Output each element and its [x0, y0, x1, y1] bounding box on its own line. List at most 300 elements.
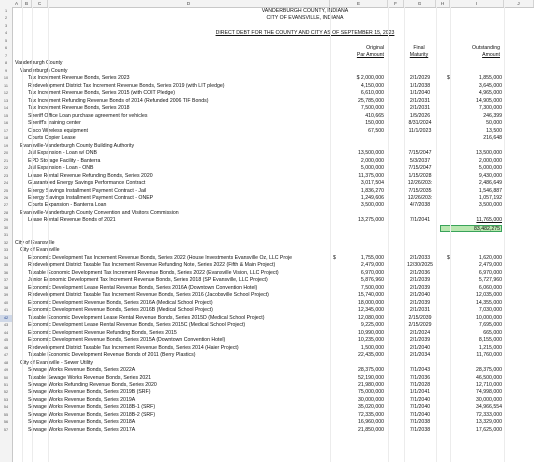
row-number: 1: [4, 9, 8, 13]
par-amount: 21,850,000: [358, 426, 384, 433]
table-row[interactable]: [0, 375, 534, 382]
par-amount: 18,000,000: [358, 299, 384, 306]
table-row[interactable]: [0, 397, 534, 404]
row-number: 29: [3, 218, 9, 223]
final-maturity: 7/1/2038: [409, 426, 431, 433]
row-number: 2: [4, 16, 8, 21]
grid-line: [450, 7, 451, 462]
row-number: 18: [3, 136, 9, 141]
row-number: 34: [3, 255, 9, 260]
table-row[interactable]: [0, 68, 534, 75]
final-maturity: 1/5/2026: [409, 112, 431, 119]
outstanding-amount: 17,625,000: [476, 426, 502, 433]
row-number: 23: [3, 173, 9, 178]
outstanding-dollar-sign: $: [447, 75, 450, 82]
par-amount: 7,500,000: [360, 105, 384, 112]
final-maturity: 2/1/2040: [409, 344, 431, 351]
row-label: Guaranteed Energy Savings Performance Contract: [28, 180, 146, 187]
par-amount: 150,000: [365, 120, 384, 127]
row-label: Jail Expansion - Loan w/ ONB: [28, 150, 97, 157]
grid-line: [22, 7, 23, 462]
par-amount: 3,500,000: [360, 202, 384, 209]
par-amount: 6,970,000: [360, 269, 384, 276]
row-label: City of Evansville: [15, 239, 55, 246]
final-maturity: 4/7/2038: [409, 202, 431, 209]
final-maturity: 2/1/2031: [409, 307, 431, 314]
row-label: Evansville-Vanderburgh County Convention and Visitors Commission: [20, 209, 179, 216]
row-number: 30: [3, 225, 9, 230]
par-amount: 6,610,000: [360, 90, 384, 97]
row-number: 31: [3, 233, 9, 238]
table-row[interactable]: [0, 90, 534, 97]
final-maturity: 2/1/2040: [409, 292, 431, 299]
row-label: Cisco Wireless equipment: [28, 127, 88, 134]
column-header-d[interactable]: D: [48, 0, 330, 7]
table-row[interactable]: [0, 382, 534, 389]
header-outstanding: Outstanding: [472, 45, 500, 51]
row-number: 54: [3, 405, 9, 410]
row-number: 8: [4, 61, 8, 66]
column-header-j[interactable]: J: [504, 0, 534, 7]
table-row[interactable]: [0, 360, 534, 367]
row-number: 28: [3, 210, 9, 215]
table-row[interactable]: [0, 195, 534, 202]
par-amount: 410,665: [365, 112, 384, 119]
column-header-c[interactable]: C: [32, 0, 48, 7]
row-number: 11: [4, 83, 8, 88]
table-row[interactable]: [0, 173, 534, 180]
row-label: Economic Development Revenue Bonds, Series 2015A (Downtown Convention Hotel): [28, 337, 226, 344]
row-number: 24: [3, 181, 9, 186]
row-number: 7: [4, 53, 8, 58]
table-row[interactable]: [0, 15, 534, 22]
row-label: Lease Rental Revenue Refunding Bonds, Series 2020: [28, 172, 153, 179]
row-number: 42: [0, 315, 12, 322]
table-row[interactable]: [0, 105, 534, 112]
final-maturity: 12/30/2025: [407, 262, 433, 269]
report-title-line2: CITY OF EVANSVILLE, INDIANA: [266, 15, 344, 21]
row-number: 4: [4, 31, 8, 36]
grid-line: [48, 7, 49, 462]
outstanding-amount: 8,155,000: [478, 337, 502, 344]
table-row[interactable]: [0, 225, 534, 232]
row-label: Redevelopment District Taxable Tax Increment Revenue Bonds, Series 2016 (Jacobsville School Project): [28, 292, 269, 299]
table-row[interactable]: [0, 255, 534, 262]
final-maturity: 7/1/2041: [409, 217, 431, 224]
table-row[interactable]: [0, 210, 534, 217]
row-number: 19: [3, 143, 9, 148]
grid-line: [436, 7, 437, 462]
outstanding-amount: 7,030,000: [478, 307, 502, 314]
row-number: 22: [3, 166, 9, 171]
table-row[interactable]: [0, 240, 534, 247]
row-number: 32: [3, 240, 9, 245]
par-amount: 25,785,000: [358, 97, 384, 104]
par-amount: 3,017,504: [360, 180, 384, 187]
row-label: City of Evansville: [20, 247, 60, 254]
table-row[interactable]: [0, 217, 534, 224]
table-row[interactable]: [0, 180, 534, 187]
row-label: Taxable Sewage Works Revenue Bonds, Series 2021: [28, 374, 152, 381]
final-maturity: 2/1/2033: [409, 254, 431, 261]
column-header-b[interactable]: B: [22, 0, 32, 7]
par-amount: 1,500,000: [360, 344, 384, 351]
table-row[interactable]: [0, 128, 534, 135]
par-amount: 1,755,000: [360, 254, 384, 261]
row-label: Tax Increment Revenue Bonds, Series 2023: [28, 75, 130, 82]
outstanding-amount: 3,500,000: [478, 202, 502, 209]
row-label: Lease Rental Revenue Bonds of 2021: [28, 217, 116, 224]
outstanding-amount: 4,965,000: [478, 90, 502, 97]
outstanding-amount: 12,035,000: [476, 292, 502, 299]
table-row[interactable]: [0, 307, 534, 314]
row-number: 49: [3, 368, 9, 373]
outstanding-amount: 2,000,000: [478, 157, 502, 164]
row-label: Courts Expansion - Banterra Loan: [28, 202, 107, 209]
row-label: Vanderburgh County: [15, 60, 63, 67]
par-dollar-sign: $: [333, 254, 336, 261]
final-maturity: 2/1/2039: [409, 299, 431, 306]
row-label: Economic Development Revenue Refunding Bonds, Series 2015: [28, 329, 177, 336]
final-maturity: 11/1/2023: [408, 127, 432, 134]
outstanding-amount: 13,500,000: [476, 150, 502, 157]
outstanding-amount: 14,905,000: [476, 97, 502, 104]
row-number: 5: [4, 38, 8, 43]
row-label: Tax Increment Revenue Bonds, Series 2015 (with COIT Pledge): [28, 90, 175, 97]
outstanding-amount: 46,500,000: [476, 374, 502, 381]
outstanding-amount: 2,486,649: [478, 180, 502, 187]
table-row[interactable]: [0, 412, 534, 419]
table-row[interactable]: [0, 38, 534, 45]
row-label: Taxable Economic Development Revenue Bonds of 2011 (Berry Plastics): [28, 352, 196, 359]
row-number: 44: [3, 330, 9, 335]
final-maturity: 7/1/2040: [409, 404, 431, 411]
final-maturity: 2/15/2039: [408, 314, 432, 321]
table-row[interactable]: [0, 404, 534, 411]
par-amount: 9,225,000: [360, 322, 384, 329]
final-maturity: 7/1/2040: [409, 396, 431, 403]
row-number: 55: [3, 412, 9, 417]
outstanding-amount: 6,970,000: [478, 269, 502, 276]
row-number: 47: [3, 353, 9, 358]
row-number: 17: [3, 128, 9, 133]
par-amount: 2,000,000: [360, 157, 384, 164]
row-number: 57: [3, 427, 9, 432]
column-header-e[interactable]: E: [330, 0, 388, 7]
row-label: EPD Storage Facility - Banterra: [28, 157, 101, 164]
par-amount: 7,500,000: [360, 284, 384, 291]
par-amount: 5,876,960: [360, 277, 384, 284]
table-row[interactable]: [0, 150, 534, 157]
outstanding-amount: 665,000: [483, 329, 502, 336]
column-header-h[interactable]: H: [436, 0, 450, 7]
row-label: Vanderburgh County: [20, 67, 68, 74]
final-maturity: 12/26/203:: [407, 195, 433, 201]
outstanding-amount: 72,333,000: [476, 411, 502, 418]
row-number: 33: [3, 248, 9, 253]
table-row[interactable]: [0, 277, 534, 284]
par-amount: 35,020,000: [358, 404, 384, 411]
outstanding-amount: 13,329,000: [476, 419, 502, 426]
final-maturity: 2/1/2039: [409, 284, 431, 291]
row-label: Sewage Works Revenue Bonds, Series 2018A: [28, 419, 136, 426]
outstanding-amount: 5,727,960: [478, 277, 502, 284]
row-number: 48: [3, 360, 9, 365]
par-amount: 2,479,000: [360, 262, 384, 269]
row-number: 27: [3, 203, 9, 208]
row-number: 15: [3, 113, 9, 118]
row-number: 25: [3, 188, 9, 193]
table-row[interactable]: [0, 98, 534, 105]
table-row[interactable]: [0, 300, 534, 307]
table-row[interactable]: [0, 113, 534, 120]
final-maturity: 2/1/2039: [409, 337, 431, 344]
row-number: 37: [3, 278, 9, 283]
par-amount: 16,960,000: [358, 419, 384, 426]
outstanding-amount: 216,648: [483, 135, 502, 142]
outstanding-amount: 1,855,000: [478, 75, 502, 82]
row-number: 50: [3, 375, 9, 380]
table-row[interactable]: [0, 120, 534, 127]
final-maturity: 2/1/2031: [409, 105, 431, 112]
final-maturity: 7/1/2036: [409, 374, 431, 381]
row-number: 12: [3, 91, 9, 96]
header-maturity: Maturity: [409, 52, 429, 58]
outstanding-amount: 14,355,000: [476, 299, 502, 306]
row-number: 16: [3, 121, 9, 126]
outstanding-amount: 1,057,192: [478, 195, 502, 201]
par-amount: 15,740,000: [358, 292, 384, 299]
par-amount: 13,500,000: [358, 150, 384, 157]
row-label: Economic Development Revenue Bonds, Series 2016A (Medical School Project): [28, 299, 213, 306]
row-label: Tax Increment Refunding Revenue Bonds of 2014 (Refunded 2006 TIF Bonds): [28, 97, 209, 104]
row-number: 9: [4, 68, 8, 73]
par-amount: 13,275,000: [358, 217, 384, 224]
final-maturity: 2/1/2031: [409, 97, 431, 104]
table-row[interactable]: [0, 188, 534, 195]
table-row[interactable]: [0, 165, 534, 172]
table-row[interactable]: [0, 30, 534, 37]
row-number: 46: [3, 345, 9, 350]
par-amount: 1,249,606: [360, 195, 384, 201]
row-number: 43: [3, 323, 9, 328]
row-number: 40: [3, 300, 9, 305]
par-amount: 5,000,000: [360, 165, 384, 172]
par-amount: 67,500: [368, 127, 384, 134]
outstanding-amount: 1,215,000: [478, 344, 502, 351]
final-maturity: 1/1/2038: [409, 82, 431, 89]
row-number: 20: [3, 151, 9, 156]
outstanding-amount: 6,060,000: [478, 284, 502, 291]
table-row[interactable]: [0, 53, 534, 60]
table-row[interactable]: [0, 135, 534, 142]
table-row[interactable]: [0, 419, 534, 426]
column-header-a[interactable]: A: [12, 0, 22, 7]
table-row[interactable]: [0, 202, 534, 209]
table-row[interactable]: [0, 337, 534, 344]
row-label: Economic Development Tax Increment Revenue Bonds, Series 2022 (House Investments Evansville Oz, LLC Proje: [28, 254, 293, 261]
outstanding-amount: 11,765,000: [476, 217, 502, 224]
final-maturity: 7/15/2047: [408, 165, 432, 172]
table-row[interactable]: [0, 247, 534, 254]
row-number: 53: [3, 397, 9, 402]
row-label: Sewage Works Refunding Revenue Bonds, Series 2020: [28, 382, 157, 388]
row-label: Economic Development Lease Rental Revenue Bonds, Series 2016A (Downtown Convention Hotel): [28, 284, 258, 291]
row-number: 21: [3, 158, 9, 163]
table-row[interactable]: [0, 45, 534, 52]
table-row[interactable]: [0, 23, 534, 30]
row-label: Sheriff Office Loan purchase agreement for vehicles: [28, 112, 148, 119]
table-row[interactable]: [0, 427, 534, 434]
table-row[interactable]: [0, 285, 534, 292]
final-maturity: 8/31/2024: [408, 120, 432, 127]
par-amount: 30,000,000: [358, 396, 384, 403]
outstanding-amount: 9,430,000: [478, 172, 502, 179]
row-number: 35: [3, 263, 9, 268]
table-row[interactable]: [0, 262, 534, 269]
row-number: 36: [3, 270, 9, 275]
par-amount: 21,980,000: [358, 382, 384, 388]
table-row[interactable]: [0, 232, 534, 239]
par-amount: 12,345,000: [358, 307, 384, 314]
grid-line: [388, 7, 389, 462]
column-header-bar: [0, 0, 534, 8]
row-label: Redevelopment District Tax Increment Revenue Bonds, Series 2019 (with LIT pledge): [28, 82, 225, 89]
table-row[interactable]: [0, 270, 534, 277]
final-maturity: 7/15/2035: [408, 187, 432, 194]
outstanding-amount: 5,000,000: [478, 165, 502, 172]
total-outstanding-amount: 83,482,275: [440, 225, 502, 232]
report-subtitle: DIRECT DEBT FOR THE COUNTY AND CITY AS OF SEPTEMBER 15, 2023: [215, 30, 395, 36]
row-number: 13: [3, 98, 9, 103]
row-label: Sewage Works Revenue Bonds, Series 2018B-2 (SRF): [28, 411, 156, 418]
row-label: Energy Savings Installment Payment Contract - ONEP: [28, 195, 154, 201]
table-row[interactable]: [0, 367, 534, 374]
outstanding-amount: 11,760,000: [476, 352, 502, 359]
final-maturity: 2/1/2036: [409, 269, 431, 276]
par-amount: 11,375,000: [358, 172, 384, 179]
row-label: Sheriff's training center: [28, 120, 81, 127]
final-maturity: 5/3/2037: [409, 157, 431, 164]
row-label: Sewage Works Revenue Bonds, Series 2018B-1 (SRF): [28, 404, 156, 411]
report-title-line1: VANDERBURGH COUNTY, INDIANA: [261, 8, 349, 14]
row-label: Economic Development Revenue Bonds, Series 2016B (Medical School Project): [28, 307, 213, 314]
par-amount: $ 2,000,000: [356, 75, 384, 82]
row-label: Economic Development Lease Rental Revenue Bonds, Series 2015C (Medical School Project): [28, 322, 246, 329]
row-label: Courts Copier Lease: [28, 135, 76, 142]
table-row[interactable]: [0, 330, 534, 337]
table-row[interactable]: [0, 8, 534, 15]
row-number: 10: [3, 76, 9, 81]
row-label: Redevelopment District Taxable Tax Increment Revenue Refunding Note, Series 2022 (Fifth & Main Project): [28, 262, 276, 269]
row-label: Sewage Works Revenue Bonds, Series 2022A: [28, 367, 136, 374]
final-maturity: 7/15/2047: [408, 150, 432, 157]
row-number: 56: [3, 420, 9, 425]
final-maturity: 1/1/2040: [409, 90, 431, 97]
table-row[interactable]: [0, 60, 534, 67]
outstanding-dollar-sign: $: [447, 254, 450, 261]
row-number: 3: [4, 23, 8, 28]
row-label: Junior Economic Development Tax Increment Revenue Bonds, Series 2018 (SP Evansville, LLC Project): [28, 277, 268, 284]
grid-line: [404, 7, 405, 462]
par-amount: 10,990,000: [358, 329, 384, 336]
row-number: 26: [3, 196, 9, 200]
table-row[interactable]: [0, 389, 534, 396]
outstanding-amount: 2,479,000: [478, 262, 502, 269]
row-label: Tax Increment Revenue Bonds, Series 2018: [28, 105, 130, 112]
final-maturity: 1/15/2028: [408, 172, 432, 179]
final-maturity: 7/1/2040: [409, 411, 431, 418]
outstanding-amount: 12,710,000: [476, 382, 502, 388]
outstanding-amount: 34,966,554: [476, 404, 502, 411]
par-amount: 1,836,270: [360, 187, 384, 194]
par-amount: 28,375,000: [358, 367, 384, 374]
table-row[interactable]: [0, 292, 534, 299]
row-label: Sewage Works Revenue Bonds, Series 2019A: [28, 396, 136, 403]
par-amount: 10,235,000: [358, 337, 384, 344]
table-row[interactable]: [0, 315, 534, 322]
row-label: Taxable Economic Development Tax Increment Revenue Bonds, Series 2022 (Evansville Vision, LLC Project): [28, 269, 279, 276]
column-header-g[interactable]: G: [404, 0, 436, 7]
header-amount: Amount: [482, 52, 500, 58]
outstanding-amount: 30,000,000: [476, 396, 502, 403]
table-row[interactable]: [0, 158, 534, 165]
table-row[interactable]: [0, 352, 534, 359]
row-label: Redevelopment District Taxable Tax Increment Revenue Bonds, Series 2014 (Haier Project): [28, 344, 239, 351]
final-maturity: 12/26/203:: [407, 180, 433, 187]
par-amount: 52,190,000: [358, 374, 384, 381]
grid-line: [330, 7, 331, 462]
final-maturity: 2/1/2034: [409, 352, 431, 359]
table-row[interactable]: [0, 75, 534, 82]
par-amount: 22,435,000: [358, 352, 384, 359]
outstanding-amount: 10,000,000: [476, 314, 502, 321]
row-label: Taxable Economic Development Lease Rental Revenue Bonds, Series 2015D (Medical School Project): [28, 314, 265, 321]
final-maturity: 2/1/2029: [409, 75, 431, 82]
row-number: 38: [3, 285, 9, 290]
table-row[interactable]: [0, 322, 534, 329]
outstanding-amount: 1,620,000: [478, 254, 502, 261]
row-number: 6: [4, 46, 8, 51]
par-amount: 4,150,000: [360, 82, 384, 89]
row-label: Sewage Works Revenue Bonds, Series 2017A: [28, 426, 136, 433]
outstanding-amount: 50,000: [486, 120, 502, 127]
par-amount: 12,080,000: [358, 314, 384, 321]
row-label: Evansville-Vanderburgh County Building Authority: [20, 142, 135, 149]
row-number: 39: [3, 293, 9, 298]
outstanding-amount: 3,645,000: [478, 82, 502, 89]
par-amount: 72,335,000: [358, 411, 384, 418]
row-number: 41: [3, 308, 9, 313]
row-number: 52: [3, 390, 9, 395]
table-row[interactable]: [0, 345, 534, 352]
final-maturity: 2/1/2039: [409, 277, 431, 284]
par-amount: 75,000,000: [358, 389, 384, 396]
row-label: City of Evansville - Sewer Utility: [20, 359, 93, 366]
column-header-f[interactable]: F: [388, 0, 404, 7]
table-row[interactable]: [0, 143, 534, 150]
header-original: Original: [366, 45, 384, 51]
outstanding-amount: 7,695,000: [478, 322, 502, 329]
row-number: 45: [3, 338, 9, 343]
outstanding-amount: 74,998,000: [476, 389, 502, 396]
column-header-i[interactable]: I: [450, 0, 504, 7]
grid-line: [32, 7, 33, 462]
header-final: Final: [413, 45, 425, 51]
table-row[interactable]: [0, 83, 534, 90]
final-maturity: 7/1/2038: [409, 419, 431, 426]
header-par-amount: Par Amount: [356, 52, 384, 58]
